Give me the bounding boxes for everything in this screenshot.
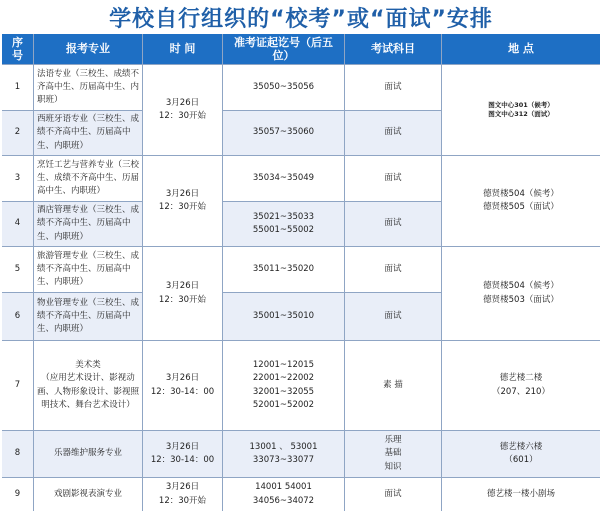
row-1-seq: 1	[2, 65, 33, 110]
row-4-major: 酒店管理专业（三校生、成绩不齐高中生、历届高中生、内职班）	[34, 202, 142, 246]
row-3-seq: 3	[2, 156, 33, 201]
row-9-time: 3月26日 12：30开始	[143, 478, 222, 511]
row-8-major: 乐器维护服务专业	[34, 431, 142, 477]
row-3-major: 烹饪工艺与营养专业（三校生、成绩不齐高中生、历届高中生、内职班）	[34, 156, 142, 201]
row-2-ticket: 35057~35060	[223, 111, 344, 155]
header-seq: 序 号	[2, 34, 33, 64]
row-4-seq: 4	[2, 202, 33, 246]
row-9-seq: 9	[2, 478, 33, 511]
row-5-subject: 面试	[345, 247, 441, 292]
header-time: 时 间	[143, 34, 222, 64]
row-4-ticket: 35021~35033 55001~55002	[223, 202, 344, 246]
row-2-seq: 2	[2, 111, 33, 155]
row-9-subject: 面试	[345, 478, 441, 511]
row-2-subject: 面试	[345, 111, 441, 155]
row-7-time: 3月26日 12：30-14：00	[143, 341, 222, 430]
row-8-subject: 乐理 基础 知识	[345, 431, 441, 477]
row-8-time: 3月26日 12：30-14：00	[143, 431, 222, 477]
row-7-subject: 素 描	[345, 341, 441, 430]
group-1-2-place: 图文中心301（候考） 图文中心312（面试）	[442, 65, 600, 155]
group-5-6-place: 德贤楼504（候考） 德贤楼503（面试）	[442, 247, 600, 340]
row-6-ticket: 35001~35010	[223, 293, 344, 340]
group-1-2-time: 3月26日 12：30开始	[143, 65, 222, 155]
row-8-ticket: 13001 、 53001 33073~33077	[223, 431, 344, 477]
group-5-6-time: 3月26日 12：30开始	[143, 247, 222, 340]
schedule-table	[2, 34, 600, 511]
row-5-seq: 5	[2, 247, 33, 292]
row-7-ticket: 12001~12015 22001~22002 32001~32055 52001~52002	[223, 341, 344, 430]
row-7-major: 美术类 （应用艺术设计、影视动画、人物形象设计、影视照明技术、舞台艺术设计）	[34, 341, 142, 430]
row-8-seq: 8	[2, 431, 33, 477]
row-3-subject: 面试	[345, 156, 441, 201]
row-5-major: 旅游管理专业（三校生、成绩不齐高中生、历届高中生、内职班）	[34, 247, 142, 292]
row-9-place: 德艺楼一楼小剧场	[442, 478, 600, 511]
group-3-4-time: 3月26日 12：30开始	[143, 156, 222, 246]
row-4-subject: 面试	[345, 202, 441, 246]
row-2-major: 西班牙语专业（三校生、成绩不齐高中生、历届高中生、内职班）	[34, 111, 142, 155]
row-1-major: 法语专业（三校生、成绩不齐高中生、历届高中生、内职班）	[34, 65, 142, 110]
row-7-seq: 7	[2, 341, 33, 430]
group-3-4-place: 德贤楼504（候考） 德贤楼505（面试）	[442, 156, 600, 246]
header-subject: 考试科目	[345, 34, 441, 64]
page-title: 学校自行组织的“校考”或“面试”安排	[109, 6, 493, 32]
row-5-ticket: 35011~35020	[223, 247, 344, 292]
row-8-place: 德艺楼六楼 （601）	[442, 431, 600, 477]
row-3-ticket: 35034~35049	[223, 156, 344, 201]
row-1-ticket: 35050~35056	[223, 65, 344, 110]
row-6-seq: 6	[2, 293, 33, 340]
row-6-major: 物业管理专业（三校生、成绩不齐高中生、历届高中生、内职班）	[34, 293, 142, 340]
row-9-ticket: 14001 54001 34056~34072	[223, 478, 344, 511]
row-6-subject: 面试	[345, 293, 441, 340]
header-ticket: 准考证起讫号（后五位）	[223, 34, 344, 64]
header-place: 地 点	[442, 34, 600, 64]
row-9-major: 戏剧影视表演专业	[34, 478, 142, 511]
row-1-subject: 面试	[345, 65, 441, 110]
row-7-place: 德艺楼二楼 （207、210）	[442, 341, 600, 430]
header-major: 报考专业	[34, 34, 142, 64]
